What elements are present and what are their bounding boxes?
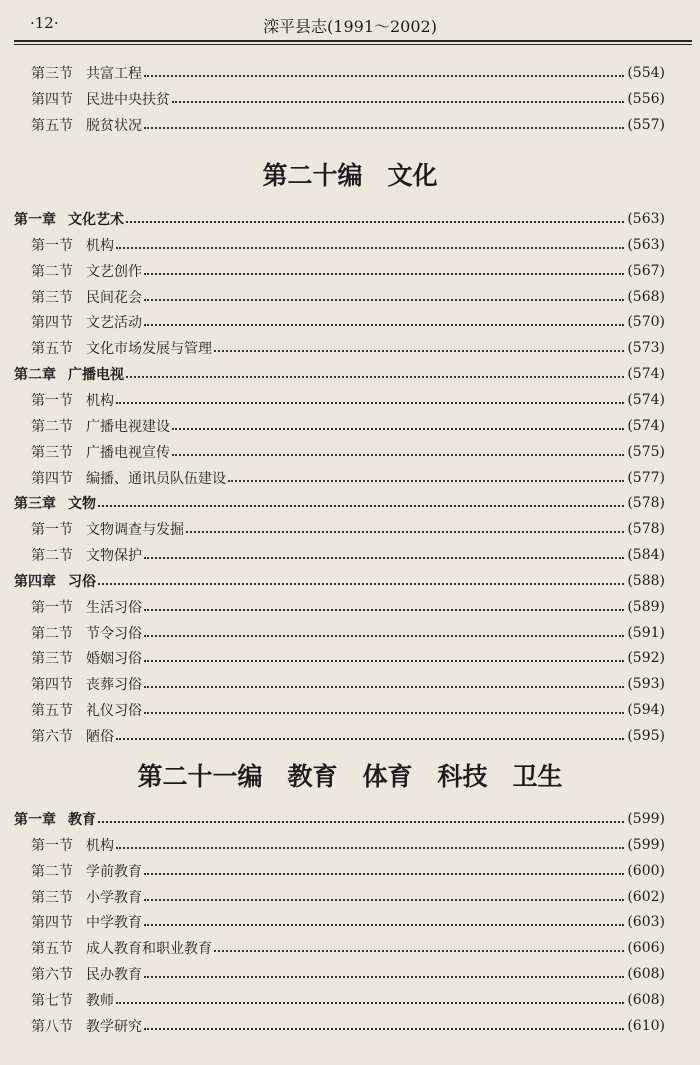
dot-leader	[172, 454, 624, 456]
entry-page-number: (568)	[627, 288, 665, 305]
toc-section-entry[interactable]	[0, 594, 700, 620]
entry-title: 脱贫状况	[86, 117, 142, 134]
entry-label: 第三节	[31, 444, 73, 461]
dot-leader	[144, 873, 624, 875]
entry-label: 第三节	[31, 289, 73, 306]
entry-label: 第一章	[14, 812, 56, 828]
entry-label: 第四节	[31, 470, 73, 487]
entry-page-number: (584)	[627, 547, 665, 564]
entry-page-number: (574)	[627, 366, 665, 383]
entry-page-number: (578)	[627, 521, 665, 538]
entry-title: 文艺创作	[86, 263, 142, 280]
toc-section-entry[interactable]	[0, 387, 700, 413]
dot-leader	[144, 1028, 624, 1030]
entry-label: 第一节	[31, 522, 73, 539]
entry-title: 编播、通讯员队伍建设	[86, 470, 226, 487]
toc-chapter-entry[interactable]	[0, 361, 700, 387]
entry-label: 第四节	[31, 91, 73, 108]
dot-leader	[116, 247, 624, 249]
page-header	[0, 0, 700, 46]
toc-section-entry[interactable]	[0, 86, 700, 112]
dot-leader	[228, 480, 624, 482]
entry-page-number: (557)	[627, 116, 665, 133]
entry-page-number: (600)	[627, 862, 665, 879]
toc-chapter-entry[interactable]	[0, 206, 700, 232]
entry-title: 机构	[86, 392, 114, 409]
entry-title: 教育	[68, 812, 96, 828]
entry-title: 机构	[86, 237, 114, 254]
entry-label: 第八节	[31, 1018, 73, 1035]
dot-leader	[116, 1002, 624, 1004]
entry-label: 第二节	[31, 263, 73, 280]
entry-title: 中学教育	[86, 915, 142, 932]
dot-leader	[144, 976, 624, 978]
dot-leader	[144, 660, 624, 662]
part-heading: 第二十编 文化	[262, 161, 438, 190]
dot-leader	[126, 376, 624, 378]
toc-section-entry[interactable]	[0, 60, 700, 86]
toc-section-entry[interactable]	[0, 309, 700, 335]
entry-title: 民办教育	[86, 967, 142, 984]
entry-label: 第五节	[31, 703, 73, 720]
entry-label: 第三节	[31, 651, 73, 668]
entry-label: 第三章	[14, 496, 56, 513]
entry-page-number: (588)	[627, 572, 665, 589]
toc-section-entry[interactable]	[0, 961, 700, 987]
toc-section-entry[interactable]	[0, 620, 700, 646]
dot-leader	[144, 273, 624, 275]
dot-leader	[98, 505, 624, 507]
entry-title: 文化市场发展与管理	[86, 341, 212, 358]
header-rule-thin	[14, 44, 692, 45]
dot-leader	[144, 324, 624, 326]
entry-label: 第五节	[31, 341, 73, 358]
toc-section-entry[interactable]	[0, 516, 700, 542]
dot-leader	[214, 350, 624, 352]
entry-label: 第一节	[31, 837, 73, 854]
dot-leader	[144, 127, 624, 129]
entry-page-number: (602)	[627, 888, 665, 905]
entry-title: 婚姻习俗	[86, 651, 142, 668]
entry-title: 生活习俗	[86, 599, 142, 616]
dot-leader	[144, 712, 624, 714]
entry-title: 陋俗	[86, 729, 114, 745]
entry-page-number: (573)	[627, 340, 665, 357]
entry-page-number: (575)	[627, 443, 665, 460]
dot-leader	[144, 686, 624, 688]
toc-chapter-entry[interactable]	[0, 806, 700, 832]
entry-page-number: (603)	[627, 914, 665, 931]
dot-leader	[144, 635, 624, 637]
entry-label: 第一章	[14, 212, 56, 228]
entry-label: 第三节	[31, 66, 73, 82]
entry-label: 第二节	[31, 625, 73, 642]
dot-leader	[144, 899, 624, 901]
running-title: 滦平县志(1991～2002)	[263, 17, 437, 36]
entry-title: 广播电视	[68, 367, 124, 384]
entry-title: 广播电视宣传	[86, 444, 170, 461]
entry-title: 节令习俗	[86, 625, 142, 642]
dot-leader	[172, 428, 624, 430]
entry-title: 机构	[86, 837, 114, 854]
entry-page-number: (563)	[627, 236, 665, 253]
entry-page-number: (570)	[627, 314, 665, 331]
entry-page-number: (567)	[627, 262, 665, 279]
dot-leader	[144, 557, 624, 559]
entry-label: 第一节	[31, 599, 73, 616]
entry-page-number: (593)	[627, 676, 665, 693]
entry-label: 第四节	[31, 915, 73, 932]
entry-label: 第七节	[31, 992, 73, 1009]
entry-title: 共富工程	[86, 66, 142, 82]
toc-section-entry[interactable]	[0, 884, 700, 910]
page-number: ·12·	[30, 14, 59, 32]
entry-title: 文物	[68, 496, 96, 513]
entry-label: 第四章	[14, 573, 56, 590]
dot-leader	[172, 101, 624, 103]
entry-page-number: (608)	[627, 991, 665, 1008]
toc-section-entry[interactable]	[0, 697, 700, 723]
dot-leader	[98, 821, 624, 823]
toc-section-entry[interactable]	[0, 645, 700, 671]
entry-label: 第一节	[31, 237, 73, 254]
entry-label: 第一节	[31, 392, 73, 409]
dot-leader	[214, 950, 624, 952]
entry-title: 教师	[86, 992, 114, 1009]
toc-section-entry[interactable]	[0, 723, 700, 749]
entry-page-number: (599)	[627, 811, 665, 827]
toc-section-entry[interactable]	[0, 112, 700, 138]
entry-label: 第二章	[14, 367, 56, 384]
entry-label: 第六节	[31, 729, 73, 745]
toc-section-entry[interactable]	[0, 335, 700, 361]
entry-title: 文物保护	[86, 548, 142, 565]
entry-title: 习俗	[68, 573, 96, 590]
dot-leader	[98, 583, 624, 585]
entry-title: 丧葬习俗	[86, 677, 142, 694]
toc-section-entry[interactable]	[0, 465, 700, 491]
entry-title: 文艺活动	[86, 315, 142, 332]
entry-page-number: (592)	[627, 650, 665, 667]
entry-title: 学前教育	[86, 863, 142, 880]
entry-page-number: (594)	[627, 702, 665, 719]
dot-leader	[116, 402, 624, 404]
dot-leader	[116, 738, 624, 740]
entry-title: 文化艺术	[68, 212, 124, 228]
part-heading: 第二十一编 教育 体育 科技 卫生	[137, 762, 563, 791]
toc-section-entry[interactable]	[0, 909, 700, 935]
toc-section-entry[interactable]	[0, 858, 700, 884]
entry-title: 教学研究	[86, 1018, 142, 1035]
entry-page-number: (563)	[627, 211, 665, 227]
entry-title: 广播电视建设	[86, 418, 170, 435]
entry-page-number: (574)	[627, 417, 665, 434]
toc-section-entry[interactable]	[0, 413, 700, 439]
toc-section-entry[interactable]	[0, 258, 700, 284]
entry-page-number: (589)	[627, 598, 665, 615]
entry-page-number: (554)	[627, 65, 665, 81]
entry-label: 第四节	[31, 315, 73, 332]
entry-label: 第五节	[31, 117, 73, 134]
entry-title: 民进中央扶贫	[86, 91, 170, 108]
entry-label: 第三节	[31, 889, 73, 906]
dot-leader	[144, 924, 624, 926]
entry-title: 礼仪习俗	[86, 703, 142, 720]
entry-label: 第二节	[31, 418, 73, 435]
entry-page-number: (574)	[627, 391, 665, 408]
dot-leader	[186, 531, 624, 533]
entry-page-number: (577)	[627, 469, 665, 486]
toc-section-entry[interactable]	[0, 232, 700, 258]
toc-section-entry[interactable]	[0, 439, 700, 465]
dot-leader	[116, 847, 624, 849]
entry-label: 第六节	[31, 967, 73, 984]
entry-label: 第二节	[31, 863, 73, 880]
header-rule	[14, 40, 692, 42]
dot-leader	[144, 75, 624, 77]
dot-leader	[144, 299, 624, 301]
entry-page-number: (591)	[627, 624, 665, 641]
toc-section-entry[interactable]	[0, 542, 700, 568]
toc-section-entry[interactable]	[0, 1013, 700, 1039]
entry-page-number: (608)	[627, 966, 665, 983]
entry-title: 民间花会	[86, 289, 142, 306]
toc-section-entry[interactable]	[0, 987, 700, 1013]
dot-leader	[144, 609, 624, 611]
entry-page-number: (556)	[627, 90, 665, 107]
toc-section-entry[interactable]	[0, 832, 700, 858]
toc-section-entry[interactable]	[0, 671, 700, 697]
entry-label: 第二节	[31, 548, 73, 565]
entry-page-number: (610)	[627, 1017, 665, 1034]
entry-label: 第四节	[31, 677, 73, 694]
toc-chapter-entry[interactable]	[0, 490, 700, 516]
entry-page-number: (595)	[627, 728, 665, 744]
entry-label: 第五节	[31, 941, 73, 958]
entry-page-number: (606)	[627, 940, 665, 957]
dot-leader	[126, 221, 624, 223]
entry-title: 成人教育和职业教育	[86, 941, 212, 958]
toc-section-entry[interactable]	[0, 935, 700, 961]
entry-page-number: (599)	[627, 836, 665, 853]
entry-page-number: (578)	[627, 495, 665, 512]
toc-section-entry[interactable]	[0, 284, 700, 310]
entry-title: 小学教育	[86, 889, 142, 906]
toc-chapter-entry[interactable]	[0, 568, 700, 594]
entry-title: 文物调查与发掘	[86, 522, 184, 539]
